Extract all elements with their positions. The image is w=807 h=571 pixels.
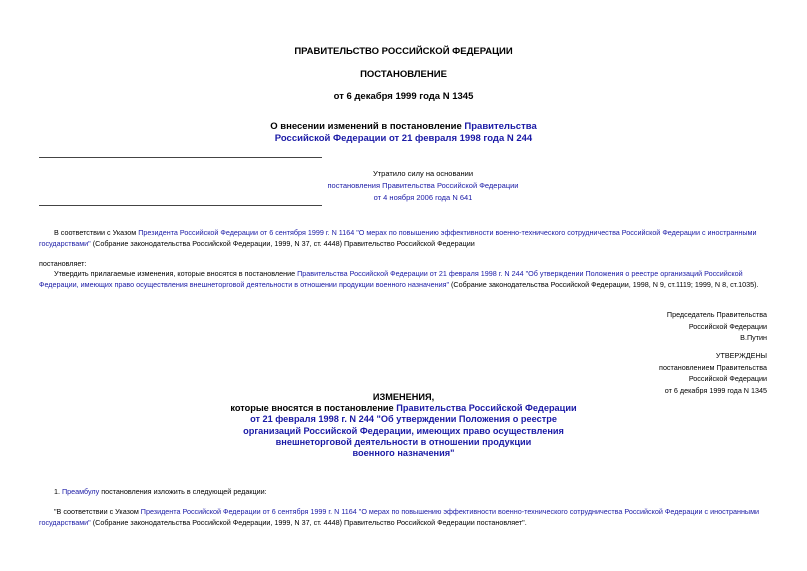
approval-date: от 6 декабря 1999 года N 1345 — [664, 385, 767, 395]
divider-bottom — [39, 205, 322, 206]
changes-line-text: которые вносятся в постановление — [230, 403, 397, 414]
approval-title: УТВЕРЖДЕНЫ — [715, 351, 767, 360]
changes-link[interactable]: Правительства Российской Федерации — [396, 403, 577, 414]
subject-link-continued[interactable]: Российской Федерации от 21 февраля 1998 года N 244 — [274, 133, 533, 144]
document-subject — [0, 121, 807, 145]
changes-heading — [0, 392, 807, 459]
repeal-link-date[interactable]: от 4 ноября 2006 года N 641 — [373, 193, 473, 202]
changes-line — [0, 403, 807, 414]
decree-paragraph — [39, 268, 770, 290]
repeal-status-line: Утратило силу на основании — [372, 169, 474, 178]
repeal-link[interactable]: постановления Правительства Российской Федерации — [327, 181, 519, 190]
repeal-status — [300, 168, 546, 204]
quote-paragraph — [39, 506, 770, 528]
signature-block — [667, 309, 767, 344]
subject-prefix: О внесении изменений в постановление — [270, 121, 465, 132]
approval-line: постановлением Правительства — [659, 362, 767, 372]
decree-label: постановляет: — [39, 259, 87, 268]
signature-name: В.Путин — [740, 333, 767, 342]
document-type: ПОСТАНОВЛЕНИЕ — [360, 69, 447, 80]
item-1-text: постановления изложить в следующей редакции: — [99, 487, 267, 496]
divider-top — [39, 157, 322, 158]
decree-text-after: (Собрание законодательства Российской Федерации, 1998, N 9, ст.1119; 1999, N 8, ст.1035). — [449, 280, 759, 289]
preamble-decree-link[interactable]: Президента Российской Федерации от 6 сентября 1999 г. N 1164 "О мерах по повышению эффективности военно-технического сотрудничества Российской Федерации с иностранными государствами" — [39, 228, 757, 248]
approval-block — [659, 350, 767, 396]
preamble-text: В соответствии с Указом — [54, 228, 139, 237]
changes-title: ИЗМЕНЕНИЯ, — [372, 392, 435, 402]
decree-text: Утвердить прилагаемые изменения, которые вносятся в постановление — [54, 269, 298, 278]
decree-link[interactable]: Правительства Российской Федерации от 21 февраля 1998 г. N 244 "Об утверждении Положения о реестре организаций Российской Федерации, имеющих право осуществления внешнеторговой деятельности в отношении продукции военного назначения" — [39, 269, 743, 289]
item-1 — [39, 486, 770, 497]
changes-link-line-6[interactable]: военного назначения" — [352, 448, 455, 459]
preamble-link[interactable]: Преамбулу — [62, 487, 100, 496]
document-date: от 6 декабря 1999 года N 1345 — [333, 91, 474, 102]
government-title: ПРАВИТЕЛЬСТВО РОССИЙСКОЙ ФЕДЕРАЦИИ — [294, 46, 513, 57]
signature-position: Председатель Правительства — [666, 310, 767, 319]
changes-link-line-3[interactable]: от 21 февраля 1998 г. N 244 "Об утверждении Положения о реестре — [250, 414, 557, 425]
signature-org: Российской Федерации — [688, 321, 767, 331]
quote-decree-link[interactable]: Президента Российской Федерации от 6 сентября 1999 г. N 1164 "О мерах по повышению эффективности военно-технического сотрудничества Российской Федерации с иностранными государствами" — [39, 507, 760, 527]
item-1-number: 1. — [54, 487, 62, 496]
preamble-paragraph — [39, 227, 770, 249]
subject-link[interactable]: Правительства — [464, 121, 537, 132]
approval-org: Российской Федерации — [688, 374, 767, 383]
quote-text-after: (Собрание законодательства Российской Федерации, 1999, N 37, ст. 4448) Правительство Российской Федерации постановляет". — [90, 518, 527, 527]
changes-link-line-5[interactable]: внешнеторговой деятельности в отношении продукции — [275, 436, 532, 447]
changes-link-line-4[interactable]: организаций Российской Федерации, имеющих право осуществления — [243, 425, 564, 436]
quote-text: "В соответствии с Указом — [54, 507, 141, 516]
preamble-text-after: (Собрание законодательства Российской Федерации, 1999, N 37, ст. 4448) Правительство Российской Федерации — [90, 239, 475, 248]
